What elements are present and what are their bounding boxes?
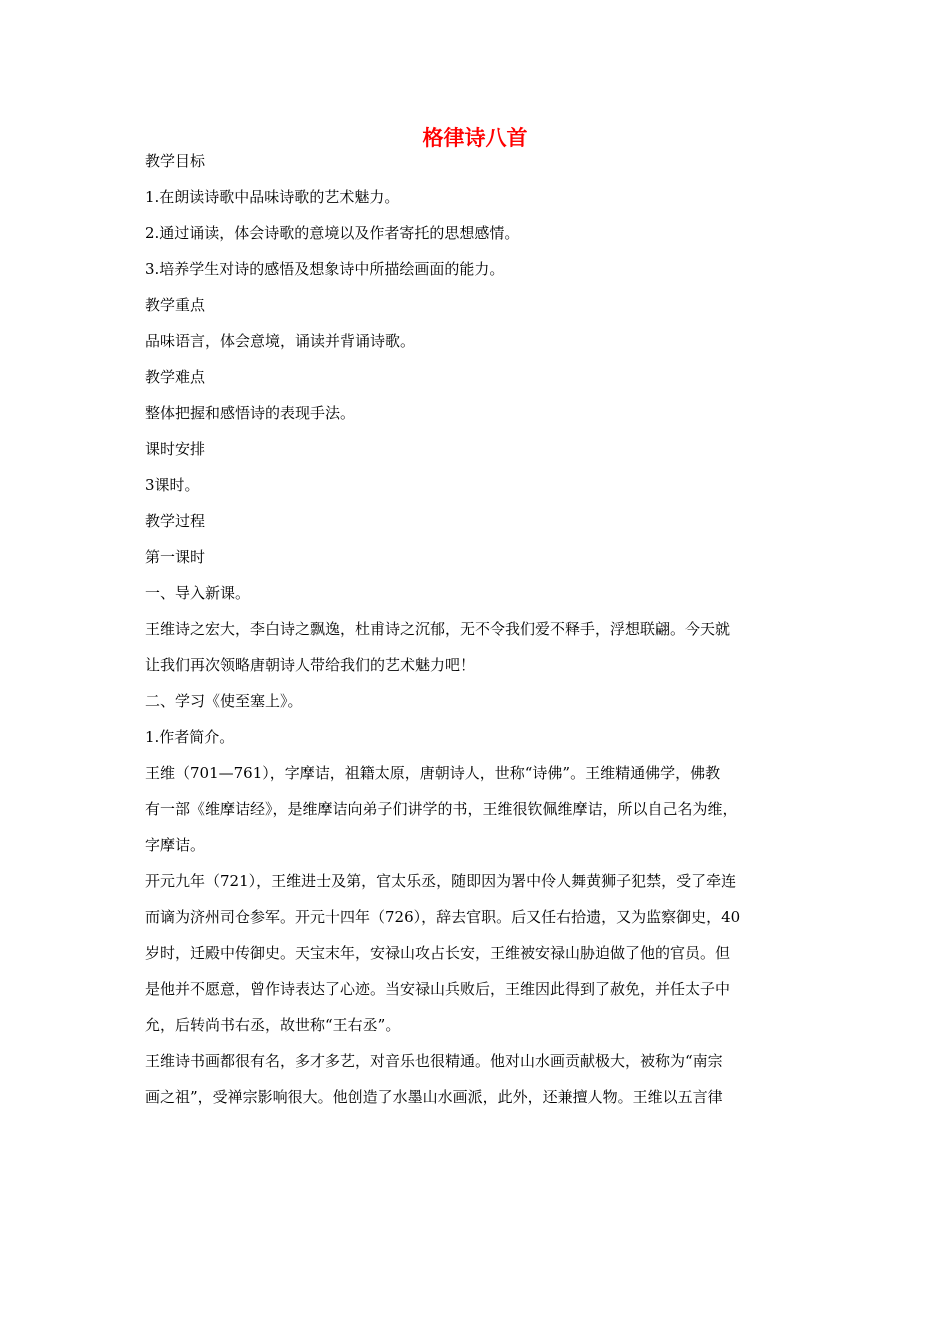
paragraph-intro <box>145 619 810 675</box>
goal-item-3: 3.培养学生对诗的感悟及想象诗中所描绘画面的能力。 <box>145 260 505 278</box>
schedule-text: 3课时。 <box>145 476 200 494</box>
heading-teaching-goals: 教学目标 <box>145 152 206 170</box>
subsection-author: 1.作者简介。 <box>145 728 235 746</box>
heading-difficulties: 教学难点 <box>145 368 206 386</box>
document-title: 格律诗八首 <box>422 126 528 150</box>
paragraph-arts <box>145 1051 810 1107</box>
paragraph-line: 允，后转尚书右丞，故世称“王右丞”。 <box>145 1016 401 1034</box>
paragraph-career <box>145 871 810 1035</box>
paragraph-author-bio <box>145 763 810 855</box>
paragraph-line: 字摩诘。 <box>145 836 206 854</box>
heading-schedule: 课时安排 <box>145 440 206 458</box>
paragraph-line: 有一部《维摩诘经》，是维摩诘向弟子们讲学的书，王维很钦佩维摩诘，所以自己名为维， <box>145 800 738 818</box>
section-intro: 一、导入新课。 <box>145 584 251 602</box>
document-body <box>145 151 810 1123</box>
paragraph-line: 岁时，迁殿中传御史。天宝末年，安禄山攻占长安，王维被安禄山胁迫做了他的官员。但 <box>145 944 731 962</box>
goal-item-1: 1.在朗读诗歌中品味诗歌的艺术魅力。 <box>145 188 400 206</box>
paragraph-line: 画之祖”，受禅宗影响很大。他创造了水墨山水画派，此外，还兼擅人物。王维以五言律 <box>145 1088 723 1106</box>
section-study-poem: 二、学习《使至塞上》。 <box>145 692 303 710</box>
heading-key-points: 教学重点 <box>145 296 206 314</box>
paragraph-line: 让我们再次领略唐朝诗人带给我们的艺术魅力吧！ <box>145 656 476 674</box>
goal-item-2: 2.通过诵读，体会诗歌的意境以及作者寄托的思想感情。 <box>145 224 520 242</box>
paragraph-line: 王维诗之宏大，李白诗之飘逸，杜甫诗之沉郁，无不令我们爱不释手，浮想联翩。今天就 <box>145 620 731 638</box>
paragraph-line: 王维（701—761），字摩诘，祖籍太原，唐朝诗人，世称“诗佛”。王维精通佛学，佛教 <box>145 764 721 782</box>
key-points-text: 品味语言，体会意境，诵读并背诵诗歌。 <box>145 332 416 350</box>
paragraph-line: 而谪为济州司仓参军。开元十四年（726），辞去官职。后又任右拾遗，又为监察御史，40 <box>145 908 741 926</box>
heading-first-lesson: 第一课时 <box>145 548 206 566</box>
paragraph-line: 开元九年（721），王维进士及第，官太乐丞，随即因为署中伶人舞黄狮子犯禁，受了牵连 <box>145 872 737 890</box>
difficulties-text: 整体把握和感悟诗的表现手法。 <box>145 404 356 422</box>
heading-process: 教学过程 <box>145 512 206 530</box>
paragraph-line: 王维诗书画都很有名，多才多艺，对音乐也很精通。他对山水画贡献极大，被称为“南宗 <box>145 1052 723 1070</box>
paragraph-line: 是他并不愿意，曾作诗表达了心迹。当安禄山兵败后，王维因此得到了赦免，并任太子中 <box>145 980 731 998</box>
